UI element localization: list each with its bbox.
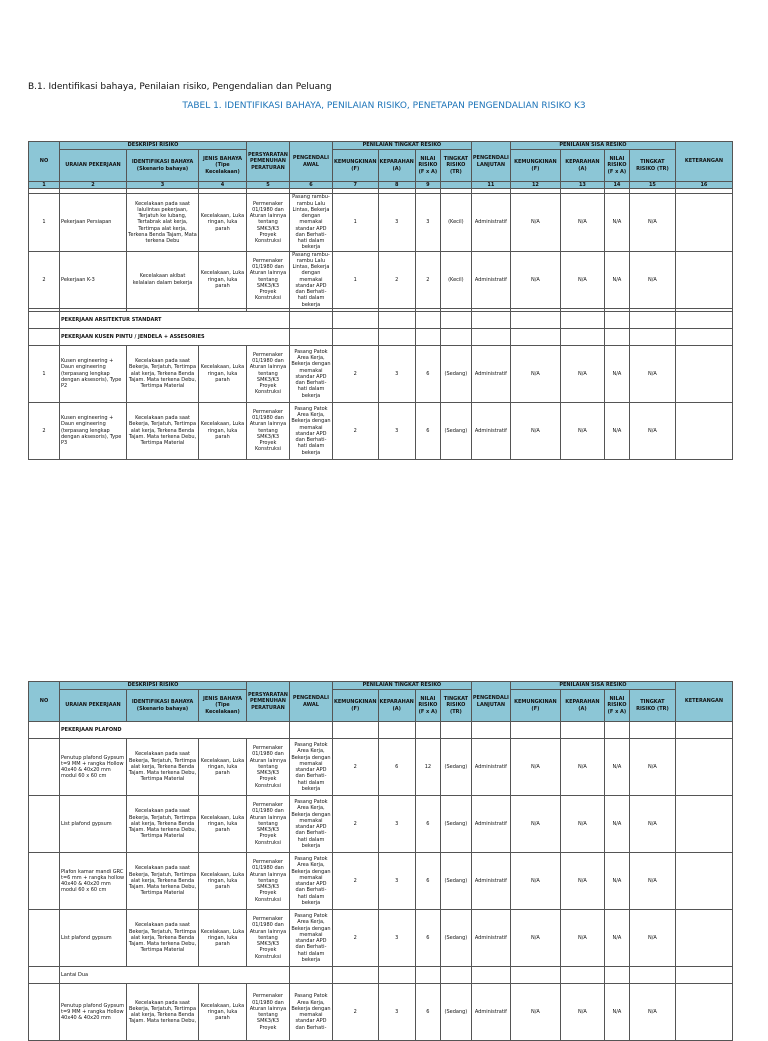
col-nilai: NILAI RISIKO (F x A) (415, 690, 440, 722)
cell-tingkat: (Kecil) (440, 194, 471, 251)
cell-tingkat: (Sedang) (440, 345, 471, 402)
cell-kemungkinan: 2 (332, 402, 378, 459)
cell-keparahan-sisa: N/A (560, 984, 604, 1041)
col-number: 9 (415, 182, 440, 189)
cell-keparahan-sisa: N/A (560, 910, 604, 967)
cell-tingkat: (Sedang) (440, 984, 471, 1041)
section-label: PEKERJAAN KUSEN PINTU / JENDELA + ASSESORIES (60, 328, 290, 345)
col-number: 3 (127, 182, 199, 189)
cell-tingkat-sisa: N/A (629, 194, 675, 251)
col-tingkat-sisa: TINGKAT RISIKO (TR) (629, 690, 675, 722)
cell-keterangan (675, 984, 732, 1041)
risk-table-page-1 (28, 141, 733, 460)
cell-nilai: 2 (415, 251, 440, 308)
col-kemungkinan-sisa: KEMUNGKINAN (F) (510, 150, 560, 182)
cell-keparahan-sisa: N/A (560, 402, 604, 459)
cell-kemungkinan-sisa: N/A (510, 251, 560, 308)
cell-keparahan: 2 (378, 251, 415, 308)
cell-identifikasi: Kecelakaan pada saat Bekerja, Terjatuh, Tertimpa alat kerja, Terkena Benda Tajam. Mata terkena Debu, Tertimpa Material (127, 402, 199, 459)
col-group-penilaian: PENILAIAN TINGKAT RESIKO (332, 142, 471, 150)
cell-nilai: 6 (415, 984, 440, 1041)
col-group-sisa: PENILAIAN SISA RESIKO (510, 142, 675, 150)
cell-nilai: 6 (415, 402, 440, 459)
col-nilai-sisa: NILAI RISIKO (F x A) (604, 150, 629, 182)
cell-tingkat-sisa: N/A (629, 910, 675, 967)
cell-keparahan-sisa: N/A (560, 796, 604, 853)
cell-keparahan: 3 (378, 194, 415, 251)
cell-nilai-sisa: N/A (604, 345, 629, 402)
col-identifikasi: IDENTIFIKASI BAHAYA (Skenario bahaya) (127, 150, 199, 182)
table-row (29, 853, 733, 910)
cell-tingkat: (Sedang) (440, 853, 471, 910)
cell-persyaratan: Permenaker 01/1980 dan Aturan lainnya tentang SMK3/K3 Proyek Konstruksi (247, 796, 290, 853)
cell-kemungkinan-sisa: N/A (510, 910, 560, 967)
risk-table-page-2 (28, 681, 733, 1041)
cell-keparahan-sisa: N/A (560, 739, 604, 796)
col-kemungkinan: KEMUNGKINAN (F) (332, 150, 378, 182)
col-uraian: URAIAN PEKERJAAN (60, 690, 127, 722)
cell-persyaratan: Permenaker 01/1980 dan Aturan lainnya tentang SMK3/K3 Proyek Konstruksi (247, 853, 290, 910)
col-uraian: URAIAN PEKERJAAN (60, 150, 127, 182)
col-nilai: NILAI RISIKO (F x A) (415, 150, 440, 182)
section-heading: B.1. Identifikasi bahaya, Penilaian risiko, Pengendalian dan Peluang (28, 82, 332, 92)
table-row (29, 251, 733, 308)
cell-kemungkinan: 2 (332, 796, 378, 853)
cell-kemungkinan-sisa: N/A (510, 194, 560, 251)
section-row (29, 328, 733, 345)
table-row (29, 910, 733, 967)
cell-keparahan: 3 (378, 853, 415, 910)
cell-keparahan: 3 (378, 402, 415, 459)
col-number: 11 (471, 182, 510, 189)
cell-keterangan (675, 345, 732, 402)
col-number (440, 182, 471, 189)
cell-jenis: Kecelakaan, Luka ringan, luka parah (199, 402, 247, 459)
col-keparahan: KEPARAHAN (A) (378, 150, 415, 182)
cell-pengendali-awal: Pasang Patok Area Kerja, Bekerja dengan memakai standar APD dan Berhati- (289, 984, 332, 1041)
cell-identifikasi: Kecelakaan pada saat Bekerja, Terjatuh, Tertimpa alat kerja, Terkena Benda Tajam. Mata terkena Debu, Tertimpa Material (127, 345, 199, 402)
cell-keparahan-sisa: N/A (560, 251, 604, 308)
cell-keparahan: 3 (378, 345, 415, 402)
cell-identifikasi: Kecelakaan pada saat Bekerja, Terjatuh, Tertimpa alat kerja, Terkena Benda Tajam. Mata terkena Debu, Tertimpa Material (127, 853, 199, 910)
col-pengendali-awal: PENGENDALI AWAL (289, 142, 332, 182)
cell-tingkat-sisa: N/A (629, 739, 675, 796)
cell-tingkat: (Kecil) (440, 251, 471, 308)
col-keparahan-sisa: KEPARAHAN (A) (560, 150, 604, 182)
cell-keterangan (675, 194, 732, 251)
cell-pengendali-awal: Pasang rambu-rambu Lalu Lintas, Bekerja dengan memakai standar APD dan Berhati-hati dalam bekerja (289, 251, 332, 308)
cell-uraian: Pekerjaan K-3 (60, 251, 127, 308)
table-row (29, 194, 733, 251)
cell-kemungkinan-sisa: N/A (510, 796, 560, 853)
col-keparahan-sisa: KEPARAHAN (A) (560, 690, 604, 722)
cell-kemungkinan: 2 (332, 739, 378, 796)
cell-kemungkinan-sisa: N/A (510, 984, 560, 1041)
col-keterangan: KETERANGAN (675, 142, 732, 182)
table-row (29, 345, 733, 402)
col-number: 12 (510, 182, 560, 189)
cell-identifikasi: Kecelakaan pada saat Bekerja, Terjatuh, Tertimpa alat kerja, Terkena Benda Tajam. Mata terkena Debu, (127, 984, 199, 1041)
col-number: 2 (60, 182, 127, 189)
col-tingkat-sisa: TINGKAT RISIKO (TR) (629, 150, 675, 182)
cell-nilai-sisa: N/A (604, 796, 629, 853)
col-group-deskripsi: DESKRIPSI RISIKO (60, 142, 247, 150)
col-number: 7 (332, 182, 378, 189)
cell-no (29, 984, 60, 1041)
col-group-deskripsi: DESKRIPSI RISIKO (60, 682, 247, 690)
col-persyaratan: PERSYARATAN PEMENUHAN PERATURAN (247, 682, 290, 722)
cell-lanjutan: Administratif (471, 402, 510, 459)
col-jenis: JENIS BAHAYA (Tipe Kecelakaan) (199, 690, 247, 722)
col-group-penilaian: PENILAIAN TINGKAT RESIKO (332, 682, 471, 690)
cell-jenis: Kecelakaan, Luka ringan, luka parah (199, 853, 247, 910)
cell-keparahan: 6 (378, 739, 415, 796)
col-keterangan: KETERANGAN (675, 682, 732, 722)
cell-persyaratan: Permenaker 01/1980 dan Aturan lainnya tentang SMK3/K3 Proyek Konstruksi (247, 251, 290, 308)
cell-nilai-sisa: N/A (604, 739, 629, 796)
table-row (29, 402, 733, 459)
col-no: NO (29, 682, 60, 722)
table-header (29, 142, 733, 189)
cell-identifikasi: Kecelakaan akibat kelalaian dalam bekerja (127, 251, 199, 308)
cell-nilai: 12 (415, 739, 440, 796)
cell-nilai-sisa: N/A (604, 251, 629, 308)
cell-tingkat-sisa: N/A (629, 251, 675, 308)
cell-tingkat-sisa: N/A (629, 984, 675, 1041)
cell-jenis: Kecelakaan, Luka ringan, luka parah (199, 984, 247, 1041)
cell-kemungkinan: 2 (332, 984, 378, 1041)
cell-keparahan-sisa: N/A (560, 194, 604, 251)
cell-keparahan: 3 (378, 796, 415, 853)
cell-lanjutan: Administratif (471, 910, 510, 967)
column-number-row (29, 182, 733, 189)
cell-no: 1 (29, 194, 60, 251)
cell-uraian: Penutup plafond Gypsum t=9 MM + rangka Hollow 40x40 & 40x20 mm (60, 984, 127, 1041)
cell-persyaratan: Permenaker 01/1980 dan Aturan lainnya tentang SMK3/K3 Proyek Konstruksi (247, 345, 290, 402)
col-number: 4 (199, 182, 247, 189)
cell-nilai-sisa: N/A (604, 984, 629, 1041)
table-row (29, 739, 733, 796)
cell-nilai-sisa: N/A (604, 402, 629, 459)
cell-keterangan (675, 251, 732, 308)
cell-keparahan-sisa: N/A (560, 853, 604, 910)
cell-no (29, 910, 60, 967)
cell-keterangan (675, 853, 732, 910)
table-row (29, 796, 733, 853)
cell-pengendali-awal: Pasang Patok Area Kerja, Bekerja dengan memakai standar APD dan Berhati-hati dalam bekerja (289, 910, 332, 967)
cell-identifikasi: Kecelakaan pada saat lalulintas pekerjaan, Terjatuh ke lubang, Tertabrak alat kerja, Tertimpa alat kerja, Terkena Benda Tajam, Mata terkena Debu (127, 194, 199, 251)
cell-identifikasi: Kecelakaan pada saat Bekerja, Terjatuh, Tertimpa alat kerja, Terkena Benda Tajam. Mata terkena Debu, Tertimpa Material (127, 910, 199, 967)
col-tingkat: TINGKAT RISIKO (TR) (440, 690, 471, 722)
cell-keterangan (675, 402, 732, 459)
table-header (29, 682, 733, 722)
col-number: 6 (289, 182, 332, 189)
cell-no: 1 (29, 345, 60, 402)
cell-tingkat: (Sedang) (440, 402, 471, 459)
cell-keterangan (675, 796, 732, 853)
cell-uraian: Kusen engineering + Daun engineering (terpasang lengkap dengan aksesoris), Type P3 (60, 402, 127, 459)
cell-jenis: Kecelakaan, Luka ringan, luka parah (199, 194, 247, 251)
cell-tingkat: (Sedang) (440, 910, 471, 967)
col-number: 16 (675, 182, 732, 189)
col-number: 5 (247, 182, 290, 189)
col-number: 15 (629, 182, 675, 189)
cell-pengendali-awal: Pasang Patok Area Kerja, Bekerja dengan memakai standar APD dan Berhati-hati dalam bekerja (289, 796, 332, 853)
cell-kemungkinan: 2 (332, 345, 378, 402)
cell-kemungkinan-sisa: N/A (510, 402, 560, 459)
cell-no (29, 739, 60, 796)
cell-pengendali-awal: Pasang Patok Area Kerja, Bekerja dengan memakai standar APD dan Berhati-hati dalam bekerja (289, 345, 332, 402)
cell-jenis: Kecelakaan, Luka ringan, luka parah (199, 739, 247, 796)
cell-persyaratan: Permenaker 01/1980 dan Aturan lainnya tentang SMK3/K3 Proyek Konstruksi (247, 194, 290, 251)
cell-uraian: Pekerjaan Persiapan (60, 194, 127, 251)
cell-uraian: Kusen engineering + Daun engineering (terpasang lengkap dengan aksesoris), Type P2 (60, 345, 127, 402)
cell-lanjutan: Administratif (471, 853, 510, 910)
cell-uraian: List plafond gypsum (60, 910, 127, 967)
cell-no: 2 (29, 251, 60, 308)
cell-kemungkinan: 1 (332, 194, 378, 251)
col-nilai-sisa: NILAI RISIKO (F x A) (604, 690, 629, 722)
cell-pengendali-awal: Pasang Patok Area Kerja, Bekerja dengan memakai standar APD dan Berhati-hati dalam bekerja (289, 402, 332, 459)
section-label: PEKERJAAN ARSITEKTUR STANDART (60, 311, 290, 328)
cell-nilai: 6 (415, 796, 440, 853)
cell-lanjutan: Administratif (471, 796, 510, 853)
cell-keterangan (675, 739, 732, 796)
cell-uraian: List plafond gypsum (60, 796, 127, 853)
cell-jenis: Kecelakaan, Luka ringan, luka parah (199, 910, 247, 967)
col-keparahan: KEPARAHAN (A) (378, 690, 415, 722)
cell-no (29, 796, 60, 853)
cell-no (29, 853, 60, 910)
col-number: 14 (604, 182, 629, 189)
cell-nilai-sisa: N/A (604, 194, 629, 251)
cell-keparahan-sisa: N/A (560, 345, 604, 402)
cell-lanjutan: Administratif (471, 251, 510, 308)
cell-identifikasi: Kecelakaan pada saat Bekerja, Terjatuh, Tertimpa alat kerja, Terkena Benda Tajam. Mata terkena Debu, Tertimpa Material (127, 796, 199, 853)
cell-lanjutan: Administratif (471, 345, 510, 402)
cell-keterangan (675, 910, 732, 967)
cell-kemungkinan: 1 (332, 251, 378, 308)
cell-nilai: 6 (415, 853, 440, 910)
cell-uraian: Penutup plafond Gypsum t=9 MM + rangka Hollow 40x40 & 40x20 mm modul 60 x 60 cm (60, 739, 127, 796)
cell-nilai-sisa: N/A (604, 853, 629, 910)
col-identifikasi: IDENTIFIKASI BAHAYA (Skenario bahaya) (127, 690, 199, 722)
cell-lanjutan: Administratif (471, 984, 510, 1041)
cell-no: 2 (29, 402, 60, 459)
cell-keparahan: 3 (378, 984, 415, 1041)
cell-nilai: 3 (415, 194, 440, 251)
cell-tingkat: (Sedang) (440, 739, 471, 796)
cell-kemungkinan: 2 (332, 910, 378, 967)
cell-kemungkinan-sisa: N/A (510, 739, 560, 796)
cell-nilai: 6 (415, 910, 440, 967)
cell-lanjutan: Administratif (471, 739, 510, 796)
table-row (29, 984, 733, 1041)
col-number: 1 (29, 182, 60, 189)
col-group-sisa: PENILAIAN SISA RESIKO (510, 682, 675, 690)
section-label: PEKERJAAN PLAFOND (60, 722, 290, 739)
cell-keparahan: 3 (378, 910, 415, 967)
section-label: Lantai Dua (60, 967, 290, 984)
col-number: 8 (378, 182, 415, 189)
cell-identifikasi: Kecelakaan pada saat Bekerja, Terjatuh, Tertimpa alat kerja, Terkena Benda Tajam. Mata terkena Debu, Tertimpa Material (127, 739, 199, 796)
cell-kemungkinan: 2 (332, 853, 378, 910)
cell-nilai-sisa: N/A (604, 910, 629, 967)
cell-jenis: Kecelakaan, Luka ringan, luka parah (199, 796, 247, 853)
cell-nilai: 6 (415, 345, 440, 402)
cell-kemungkinan-sisa: N/A (510, 345, 560, 402)
col-pengendali-lanjutan: PENGENDALI LANJUTAN (471, 682, 510, 722)
cell-persyaratan: Permenaker 01/1980 dan Aturan lainnya tentang SMK3/K3 Proyek Konstruksi (247, 739, 290, 796)
cell-tingkat-sisa: N/A (629, 345, 675, 402)
col-pengendali-awal: PENGENDALI AWAL (289, 682, 332, 722)
cell-jenis: Kecelakaan, Luka ringan, luka parah (199, 251, 247, 308)
col-tingkat: TINGKAT RISIKO (TR) (440, 150, 471, 182)
cell-uraian: Plafon kamar mandi GRC t=6 mm + rangka hollow 40x40 & 40x20 mm modul 60 x 60 cm (60, 853, 127, 910)
col-kemungkinan-sisa: KEMUNGKINAN (F) (510, 690, 560, 722)
cell-persyaratan: Permenaker 01/1980 dan Aturan lainnya tentang SMK3/K3 Proyek Konstruksi (247, 402, 290, 459)
cell-tingkat-sisa: N/A (629, 796, 675, 853)
section-row (29, 967, 733, 984)
cell-pengendali-awal: Pasang rambu-rambu Lalu Lintas, Bekerja dengan memakai standar APD dan Berhati-hati dalam bekerja (289, 194, 332, 251)
cell-jenis: Kecelakaan, Luka ringan, luka parah (199, 345, 247, 402)
table-title: TABEL 1. IDENTIFIKASI BAHAYA, PENILAIAN RISIKO, PENETAPAN PENGENDALIAN RISIKO K3 (182, 101, 586, 111)
cell-tingkat: (Sedang) (440, 796, 471, 853)
col-jenis: JENIS BAHAYA (Tipe Kecelakaan) (199, 150, 247, 182)
col-no: NO (29, 142, 60, 182)
cell-persyaratan: Permenaker 01/1980 dan Aturan lainnya tentang SMK3/K3 Proyek Konstruksi (247, 910, 290, 967)
section-row (29, 311, 733, 328)
section-row (29, 722, 733, 739)
cell-tingkat-sisa: N/A (629, 853, 675, 910)
col-kemungkinan: KEMUNGKINAN (F) (332, 690, 378, 722)
col-number: 13 (560, 182, 604, 189)
cell-lanjutan: Administratif (471, 194, 510, 251)
cell-pengendali-awal: Pasang Patok Area Kerja, Bekerja dengan memakai standar APD dan Berhati-hati dalam bekerja (289, 739, 332, 796)
col-persyaratan: PERSYARATAN PEMENUHAN PERATURAN (247, 142, 290, 182)
cell-tingkat-sisa: N/A (629, 402, 675, 459)
cell-persyaratan: Permenaker 01/1980 dan Aturan lainnya tentang SMK3/K3 Proyek (247, 984, 290, 1041)
col-pengendali-lanjutan: PENGENDALI LANJUTAN (471, 142, 510, 182)
cell-kemungkinan-sisa: N/A (510, 853, 560, 910)
cell-pengendali-awal: Pasang Patok Area Kerja, Bekerja dengan memakai standar APD dan Berhati-hati dalam bekerja (289, 853, 332, 910)
